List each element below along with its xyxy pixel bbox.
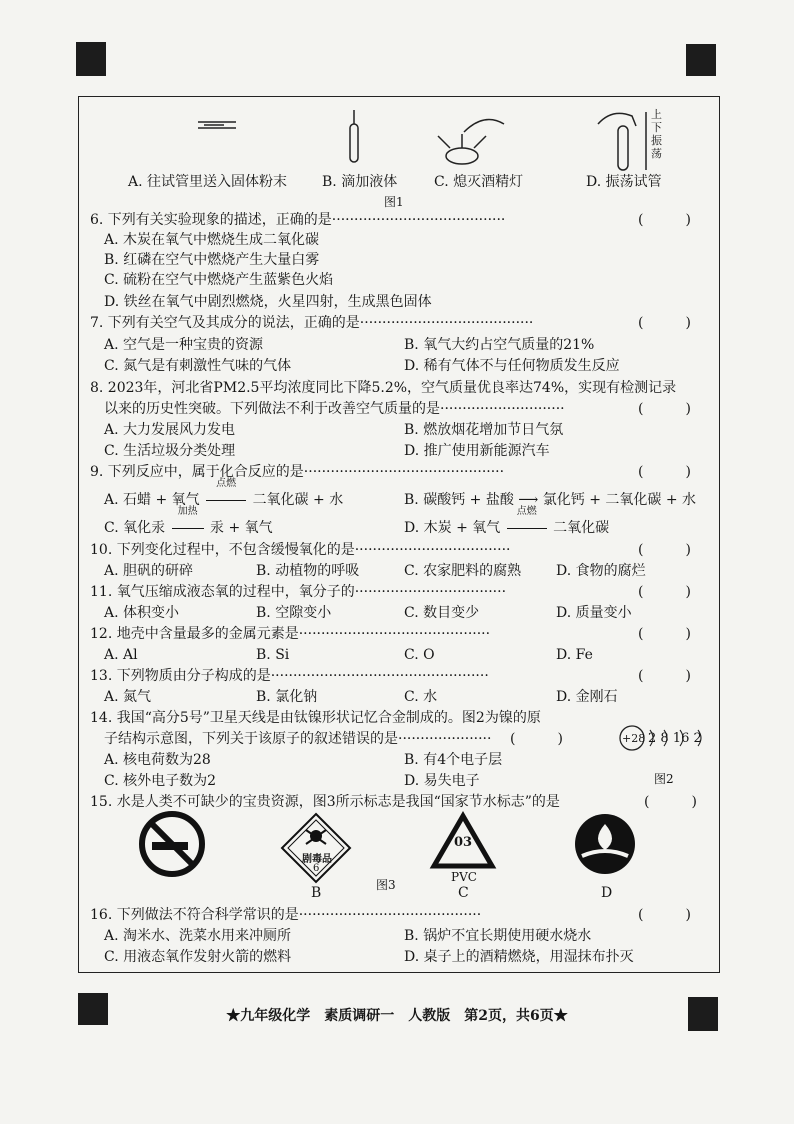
q14-answer-paren: ( ) bbox=[510, 731, 563, 747]
q7-option-a: A. 空气是一种宝贵的资源 bbox=[104, 337, 264, 353]
condition-heat-arrow: 加热 bbox=[170, 518, 206, 538]
fig1-option-c: C. 熄灭酒精灯 bbox=[434, 174, 524, 190]
q6-stem: 6. 下列有关实验现象的描述，正确的是······································· bbox=[90, 212, 506, 228]
q12-option-a: A. Al bbox=[104, 647, 138, 663]
q9-option-a: A. 石蜡 + 氧气 点燃 二氧化碳 + 水 bbox=[104, 478, 344, 508]
q9-option-d: D. 木炭 + 氧气 点燃 二氧化碳 bbox=[404, 506, 610, 536]
q9-option-b: B. 碳酸钙 + 盐酸 ⟶ 氯化钙 + 二氧化碳 + 水 bbox=[404, 492, 697, 508]
q6-option-a: A. 木炭在氧气中燃烧生成二氧化碳 bbox=[104, 232, 320, 248]
q15-stem: 15. 水是人类不可缺少的宝贵资源，图3所示标志是我国“国家节水标志”的是 bbox=[90, 794, 560, 810]
q10-option-d: D. 食物的腐烂 bbox=[556, 563, 646, 579]
q9-answer-paren: ( ) bbox=[638, 464, 691, 480]
q14-option-b: B. 有4个电子层 bbox=[404, 752, 503, 768]
q12-option-b: B. Si bbox=[256, 647, 290, 663]
q12-option-d: D. Fe bbox=[556, 647, 593, 663]
fig2-shells: 2 8 16 2 bbox=[648, 731, 702, 746]
q16-option-a: A. 淘米水、洗菜水用来冲厕所 bbox=[104, 928, 292, 944]
q6-option-d: D. 铁丝在氧气中剧烈燃烧，火星四射，生成黑色固体 bbox=[104, 294, 432, 310]
registration-mark-top-right bbox=[686, 44, 716, 76]
page-footer: ★九年级化学 素质调研一 人教版 第2页，共6页★ bbox=[226, 1008, 568, 1024]
shaking-test-tube-icon bbox=[598, 112, 646, 170]
fig3-label-c: C bbox=[458, 885, 469, 901]
fig1-option-d: D. 振荡试管 bbox=[586, 174, 662, 190]
q13-answer-paren: ( ) bbox=[638, 668, 691, 684]
fig3-caption: 图3 bbox=[376, 878, 396, 892]
no-smoking-icon bbox=[142, 814, 202, 874]
q12-answer-paren: ( ) bbox=[638, 626, 691, 642]
registration-mark-top-left bbox=[76, 42, 106, 76]
q8-option-b: B. 燃放烟花增加节日气氛 bbox=[404, 422, 564, 438]
q8-option-d: D. 推广使用新能源汽车 bbox=[404, 443, 550, 459]
q10-option-c: C. 农家肥料的腐熟 bbox=[404, 563, 522, 579]
q14-option-c: C. 核外电子数为2 bbox=[104, 773, 217, 789]
condition-ignite-arrow-d: 点燃 bbox=[505, 518, 549, 538]
q16-option-d: D. 桌子上的酒精燃烧，用湿抹布扑灭 bbox=[404, 949, 634, 965]
q11-option-b: B. 空隙变小 bbox=[256, 605, 332, 621]
q13-option-b: B. 氯化钠 bbox=[256, 689, 318, 705]
dropper-test-tube-icon bbox=[350, 110, 358, 162]
fig3-label-b: B bbox=[311, 885, 322, 901]
fig1-drawings bbox=[180, 104, 700, 176]
q8-answer-paren: ( ) bbox=[638, 401, 691, 417]
q8-stem: 8. 2023年，河北省PM2.5平均浓度同比下降5.2%，空气质量优良率达74%，实现有检测记录 bbox=[90, 380, 677, 396]
q14-stem-cont: 子结构示意图，下列关于该原子的叙述错误的是····················· bbox=[104, 731, 492, 747]
fig1-caption: 图1 bbox=[384, 195, 404, 209]
alcohol-lamp-icon bbox=[438, 120, 504, 165]
q7-option-b: B. 氧气大约占空气质量的21% bbox=[404, 337, 595, 353]
fig2-caption: 图2 bbox=[654, 772, 674, 786]
q16-answer-paren: ( ) bbox=[638, 907, 691, 923]
q11-option-c: C. 数目变少 bbox=[404, 605, 480, 621]
q15-answer-paren: ( ) bbox=[644, 794, 697, 810]
fig1-option-a: A. 往试管里送入固体粉末 bbox=[128, 174, 288, 190]
q11-option-d: D. 质量变小 bbox=[556, 605, 632, 621]
q8-option-c: C. 生活垃圾分类处理 bbox=[104, 443, 236, 459]
q7-stem: 7. 下列有关空气及其成分的说法，正确的是······································· bbox=[90, 315, 534, 331]
q13-stem: 13. 下列物质由分子构成的是················································· bbox=[90, 668, 489, 684]
q16-option-c: C. 用液态氧作发射火箭的燃料 bbox=[104, 949, 292, 965]
q12-option-c: C. O bbox=[404, 647, 435, 663]
q11-option-a: A. 体积变小 bbox=[104, 605, 180, 621]
fig1-option-b: B. 滴加液体 bbox=[322, 174, 398, 190]
q7-answer-paren: ( ) bbox=[638, 315, 691, 331]
fig2-nucleus: +28 bbox=[622, 732, 646, 745]
poison-number: 6 bbox=[313, 863, 320, 874]
q10-option-a: A. 胆矾的研碎 bbox=[104, 563, 194, 579]
q9-stem: 9. 下列反应中，属于化合反应的是············································· bbox=[90, 464, 505, 480]
test-tube-horizontal-icon bbox=[198, 122, 236, 128]
q8-stem-cont: 以来的历史性突破。下列做法不利于改善空气质量的是···························· bbox=[104, 401, 565, 417]
water-drop-icon bbox=[575, 814, 635, 874]
q13-option-d: D. 金刚石 bbox=[556, 689, 618, 705]
q16-stem: 16. 下列做法不符合科学常识的是········································· bbox=[90, 907, 482, 923]
q10-option-b: B. 动植物的呼吸 bbox=[256, 563, 360, 579]
q9-option-c: C. 氧化汞 加热 汞 + 氧气 bbox=[104, 506, 273, 536]
shake-label: 上下振荡 bbox=[651, 108, 662, 160]
q11-stem: 11. 氧气压缩成液态氧的过程中，氧分子的·································· bbox=[90, 584, 507, 600]
q16-option-b: B. 锅炉不宜长期使用硬水烧水 bbox=[404, 928, 592, 944]
q14-stem: 14. 我国“高分5号”卫星天线是由钛镍形状记忆合金制成的。图2为镍的原 bbox=[90, 710, 541, 726]
q8-option-a: A. 大力发展风力发电 bbox=[104, 422, 236, 438]
q6-answer-paren: ( ) bbox=[638, 212, 691, 228]
fig3-label-d: D bbox=[601, 885, 613, 901]
q6-option-b: B. 红磷在空气中燃烧产生大量白雾 bbox=[104, 252, 320, 268]
q13-option-c: C. 水 bbox=[404, 689, 438, 705]
q7-option-c: C. 氮气是有刺激性气味的气体 bbox=[104, 358, 292, 374]
q13-option-a: A. 氮气 bbox=[104, 689, 152, 705]
condition-ignite-arrow: 点燃 bbox=[204, 490, 248, 510]
q14-option-d: D. 易失电子 bbox=[404, 773, 480, 789]
q6-option-c: C. 硫粉在空气中燃烧产生蓝紫色火焰 bbox=[104, 272, 334, 288]
recycle-text: PVC bbox=[451, 870, 477, 884]
poison-text: 剧毒品 bbox=[302, 854, 332, 865]
q7-option-d: D. 稀有气体不与任何物质发生反应 bbox=[404, 358, 620, 374]
recycle-number: 03 bbox=[454, 835, 473, 850]
q11-answer-paren: ( ) bbox=[638, 584, 691, 600]
q10-answer-paren: ( ) bbox=[638, 542, 691, 558]
q14-option-a: A. 核电荷数为28 bbox=[104, 752, 211, 768]
q12-stem: 12. 地壳中含量最多的金属元素是··········································· bbox=[90, 626, 491, 642]
q10-stem: 10. 下列变化过程中，不包含缓慢氧化的是··································· bbox=[90, 542, 511, 558]
